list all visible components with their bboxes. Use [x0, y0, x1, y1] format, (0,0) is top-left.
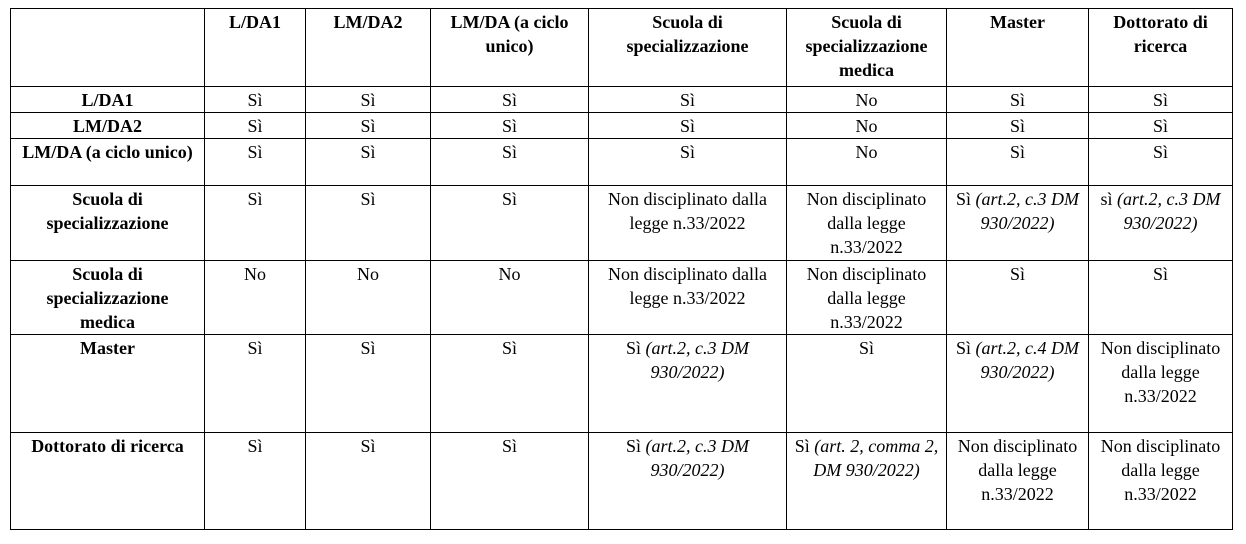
cell-value: Sì — [1009, 142, 1025, 163]
table-body — [11, 87, 1233, 530]
table-cell — [947, 87, 1089, 113]
cell-value: Sì — [247, 189, 263, 210]
table-cell — [589, 335, 787, 432]
cell-value: Sì — [1152, 142, 1168, 163]
cell-value: Non disciplinato dalla legge n.33/2022 — [1100, 435, 1221, 504]
table-cell — [431, 139, 589, 186]
cell-value: Sì — [679, 116, 695, 137]
table-cell — [947, 335, 1089, 432]
column-header: Master — [947, 9, 1089, 87]
table-cell — [1089, 87, 1233, 113]
table-cell — [947, 186, 1089, 260]
table-cell — [947, 432, 1089, 529]
table-cell — [205, 432, 306, 529]
table-cell — [787, 139, 947, 186]
cell-value: Sì — [360, 189, 376, 210]
cell-value: Sì — [626, 435, 642, 456]
cell-value: No — [855, 142, 878, 163]
cell-value: Non disciplinato dalla legge n.33/2022 — [608, 189, 767, 234]
column-header: LM/DA2 — [306, 9, 431, 87]
cell-value: Sì — [247, 116, 263, 137]
cell-value: No — [855, 90, 878, 110]
cell-value: Non disciplinato dalla legge n.33/2022 — [806, 263, 927, 332]
table-row — [11, 139, 1233, 186]
cell-value: Sì — [247, 338, 263, 359]
cell-value: Non disciplinato dalla legge n.33/2022 — [806, 189, 927, 258]
table-cell — [787, 260, 947, 334]
row-header: Scuola di specializzazione — [11, 186, 205, 260]
table-cell — [589, 260, 787, 334]
table-cell — [431, 432, 589, 529]
table-cell — [306, 260, 431, 334]
table-cell — [306, 139, 431, 186]
table-cell — [205, 260, 306, 334]
row-header: LM/DA2 — [11, 113, 205, 139]
cell-legal-reference: (art.2, c.4 DM 930/2022) — [975, 338, 1079, 383]
table-cell — [589, 432, 787, 529]
row-header: LM/DA (a ciclo unico) — [11, 139, 205, 186]
column-header: Scuola di specializzazione medica — [787, 9, 947, 87]
table-cell — [1089, 432, 1233, 529]
cell-value: Sì — [360, 116, 376, 137]
cell-value: Sì — [1009, 263, 1025, 284]
table-cell — [431, 113, 589, 139]
cell-legal-reference: (art.2, c.3 DM 930/2022) — [645, 338, 749, 383]
header-row — [11, 9, 1233, 87]
cell-value: Sì — [858, 338, 874, 359]
table-cell — [787, 335, 947, 432]
table-cell — [205, 87, 306, 113]
compatibility-table — [10, 8, 1233, 530]
cell-value: Sì — [360, 435, 376, 456]
table-cell — [205, 139, 306, 186]
cell-value: Sì — [360, 142, 376, 163]
cell-value: Sì — [247, 90, 263, 110]
cell-value: Sì — [501, 435, 517, 456]
table-row — [11, 432, 1233, 529]
table-cell — [1089, 139, 1233, 186]
cell-value: Sì — [247, 435, 263, 456]
cell-value: Sì — [1009, 116, 1025, 137]
table-row — [11, 335, 1233, 432]
table-cell — [431, 260, 589, 334]
table-cell — [947, 139, 1089, 186]
cell-value: Sì — [247, 142, 263, 163]
cell-value: Sì — [956, 189, 972, 210]
table-row — [11, 260, 1233, 334]
table-cell — [306, 186, 431, 260]
cell-value: Sì — [501, 116, 517, 137]
cell-value: Sì — [360, 90, 376, 110]
table-cell — [431, 335, 589, 432]
cell-value: No — [357, 263, 379, 284]
row-header: Master — [11, 335, 205, 432]
cell-value: Sì — [956, 338, 972, 359]
table-row — [11, 87, 1233, 113]
column-header: L/DA1 — [205, 9, 306, 87]
table-row — [11, 113, 1233, 139]
cell-legal-reference: (art.2, c.3 DM 930/2022) — [645, 435, 749, 480]
cell-value: Sì — [1152, 263, 1168, 284]
table-cell — [589, 113, 787, 139]
table-cell — [947, 260, 1089, 334]
table-cell — [306, 87, 431, 113]
row-header: L/DA1 — [11, 87, 205, 113]
row-header: Scuola di specializzazione medica — [11, 260, 205, 334]
table-cell — [787, 432, 947, 529]
cell-value: Sì — [1009, 90, 1025, 110]
corner-header-cell — [11, 9, 205, 87]
table-cell — [431, 87, 589, 113]
table-cell — [787, 186, 947, 260]
cell-value: Sì — [501, 189, 517, 210]
cell-value: No — [855, 116, 878, 137]
table-cell — [589, 139, 787, 186]
cell-value: Sì — [679, 142, 695, 163]
table-cell — [306, 335, 431, 432]
table-cell — [1089, 186, 1233, 260]
table-cell — [947, 113, 1089, 139]
row-header: Dottorato di ricerca — [11, 432, 205, 529]
table-cell — [205, 113, 306, 139]
table-row — [11, 186, 1233, 260]
table-cell — [205, 186, 306, 260]
table-cell — [589, 186, 787, 260]
table-cell — [306, 113, 431, 139]
cell-value: Sì — [626, 338, 642, 359]
cell-legal-reference: (art.2, c.3 DM 930/2022) — [975, 189, 1079, 234]
cell-value: Non disciplinato dalla legge n.33/2022 — [957, 435, 1078, 504]
cell-value: Sì — [1152, 116, 1168, 137]
table-cell — [589, 87, 787, 113]
table-cell — [205, 335, 306, 432]
cell-value: Sì — [501, 142, 517, 163]
column-header: Scuola di specializzazione — [589, 9, 787, 87]
table-cell — [1089, 113, 1233, 139]
cell-value: Non disciplinato dalla legge n.33/2022 — [1100, 338, 1221, 407]
table-cell — [787, 87, 947, 113]
cell-value: No — [498, 263, 521, 284]
table-cell — [431, 186, 589, 260]
table-cell — [1089, 260, 1233, 334]
column-header: LM/DA (a ciclo unico) — [431, 9, 589, 87]
cell-legal-reference: (art.2, c.3 DM 930/2022) — [1117, 189, 1221, 234]
cell-value: Sì — [679, 90, 695, 110]
cell-value: No — [244, 263, 266, 284]
cell-legal-reference: (art. 2, comma 2, DM 930/2022) — [813, 435, 939, 480]
cell-value: Sì — [1152, 90, 1168, 110]
cell-value: Sì — [360, 338, 376, 359]
table-cell — [787, 113, 947, 139]
column-header: Dottorato di ricerca — [1089, 9, 1233, 87]
cell-value: Sì — [794, 435, 810, 456]
cell-value: Sì — [501, 90, 517, 110]
cell-value: sì — [1100, 189, 1113, 210]
cell-value: Sì — [501, 338, 517, 359]
table-cell — [306, 432, 431, 529]
cell-value: Non disciplinato dalla legge n.33/2022 — [608, 263, 767, 308]
table-cell — [1089, 335, 1233, 432]
